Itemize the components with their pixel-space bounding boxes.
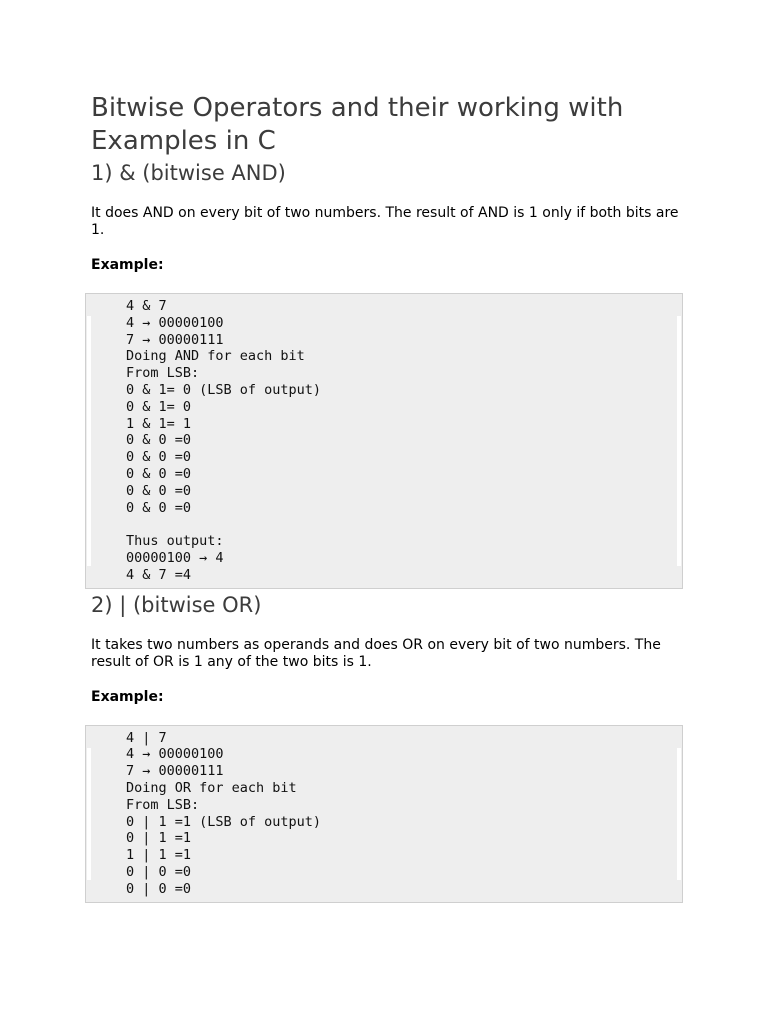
code-line bbox=[126, 516, 682, 533]
code-line: 0 | 1 =1 bbox=[126, 830, 192, 847]
code-line: 00000100 → 4 bbox=[126, 549, 224, 566]
section-heading-or: 2) | (bitwise OR) bbox=[91, 592, 262, 617]
code-line: 4 & 7 bbox=[126, 298, 167, 314]
section-heading-and: 1) & (bitwise AND) bbox=[91, 161, 286, 185]
code-line: 0 & 1= 0 bbox=[126, 398, 192, 415]
code-line: 4 | 7 bbox=[126, 729, 167, 746]
code-line: 1 & 1= 1 bbox=[126, 415, 192, 432]
code-block-and bbox=[85, 293, 683, 589]
example-label-and: Example: bbox=[91, 257, 164, 273]
document-title: Bitwise Operators and their working with Examples in C bbox=[91, 93, 624, 156]
code-line: 0 & 1= 0 (LSB of output) bbox=[126, 381, 322, 398]
code-line: 4 → 00000100 bbox=[126, 746, 224, 763]
section-paragraph-and: It does AND on every bit of two numbers. The result of AND is 1 only if both bits are 1. bbox=[91, 205, 679, 238]
code-line: 0 | 1 =1 (LSB of output) bbox=[126, 813, 322, 830]
code-line: 0 & 0 =0 bbox=[126, 482, 192, 499]
document-page bbox=[91, 92, 691, 903]
code-line: From LSB: bbox=[126, 796, 200, 813]
code-line: 0 & 0 =0 bbox=[126, 499, 192, 516]
code-block-or bbox=[85, 725, 683, 903]
code-line: Doing AND for each bit bbox=[126, 348, 305, 365]
example-label-or: Example: bbox=[91, 688, 164, 705]
code-line: 0 & 0 =0 bbox=[126, 432, 192, 449]
code-line: 0 & 0 =0 bbox=[126, 465, 192, 482]
code-line: Thus output: bbox=[126, 533, 224, 550]
code-line: 7 → 00000111 bbox=[126, 763, 224, 780]
code-line: 0 & 0 =0 bbox=[126, 449, 192, 466]
section-paragraph-or: It takes two numbers as operands and does OR on every bit of two numbers. The result of OR is 1 any of the two bits is 1. bbox=[91, 636, 661, 670]
code-line: 4 & 7 =4 bbox=[126, 566, 192, 583]
code-line: Doing OR for each bit bbox=[126, 779, 297, 796]
code-line: From LSB: bbox=[126, 365, 200, 382]
code-line: 1 | 1 =1 bbox=[126, 847, 192, 864]
code-line: 7 → 00000111 bbox=[126, 331, 224, 348]
code-line: 0 | 0 =0 bbox=[126, 880, 192, 897]
code-line: 0 | 0 =0 bbox=[126, 863, 192, 880]
code-line: 4 → 00000100 bbox=[126, 314, 224, 331]
